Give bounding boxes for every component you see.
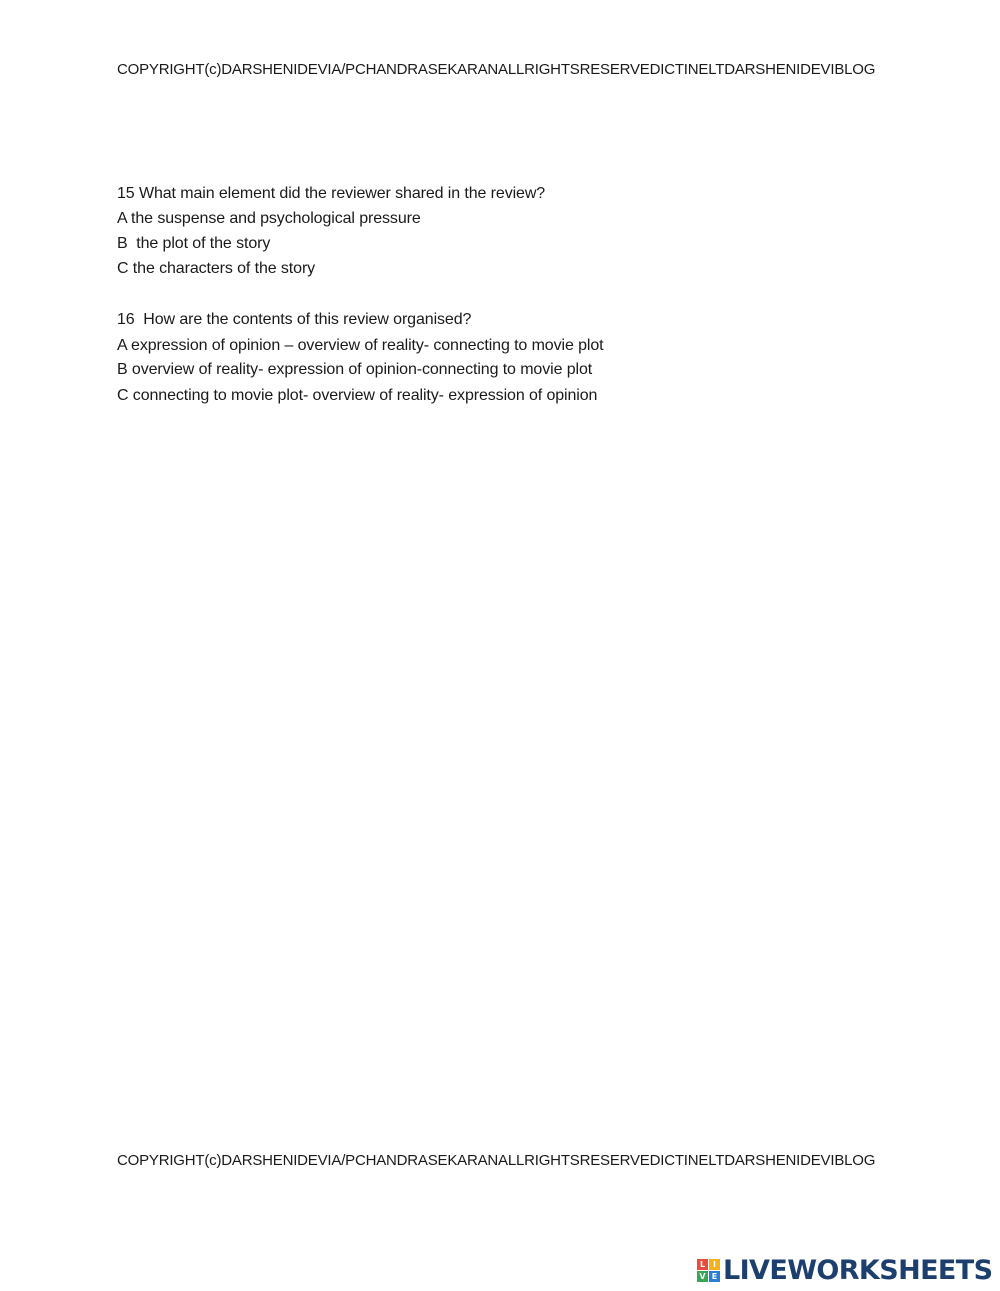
logo-mark-letter-i: I (709, 1259, 720, 1270)
live-mark-icon (697, 1259, 720, 1282)
question-16-option-a[interactable]: A expression of opinion – overview of reality- connecting to movie plot (117, 337, 604, 354)
question-16-prompt: 16 How are the contents of this review organised? (117, 311, 472, 328)
question-15-prompt: 15 What main element did the reviewer shared in the review? (117, 185, 546, 202)
logo-mark-letter-l: L (697, 1259, 708, 1270)
question-15-option-b[interactable]: B the plot of the story (117, 235, 271, 252)
question-15-option-c[interactable]: C the characters of the story (117, 260, 316, 277)
footer-copyright: COPYRIGHT(c)DARSHENIDEVIA/PCHANDRASEKARANALLRIGHTSRESERVEDICTINELTDARSHENIDEVIBLOG (117, 1152, 876, 1169)
header-copyright: COPYRIGHT(c)DARSHENIDEVIA/PCHANDRASEKARANALLRIGHTSRESERVEDICTINELTDARSHENIDEVIBLOG (117, 61, 876, 78)
question-16-option-c[interactable]: C connecting to movie plot- overview of reality- expression of opinion (117, 387, 598, 404)
question-16-option-b[interactable]: B overview of reality- expression of opinion-connecting to movie plot (117, 361, 593, 378)
question-15-option-a[interactable]: A the suspense and psychological pressure (117, 210, 421, 227)
logo-mark-letter-e: E (709, 1271, 720, 1282)
liveworksheets-logo[interactable] (697, 1255, 992, 1285)
logo-mark-letter-v: V (697, 1271, 708, 1282)
logo-wordmark: LIVEWORKSHEETS (723, 1254, 993, 1286)
